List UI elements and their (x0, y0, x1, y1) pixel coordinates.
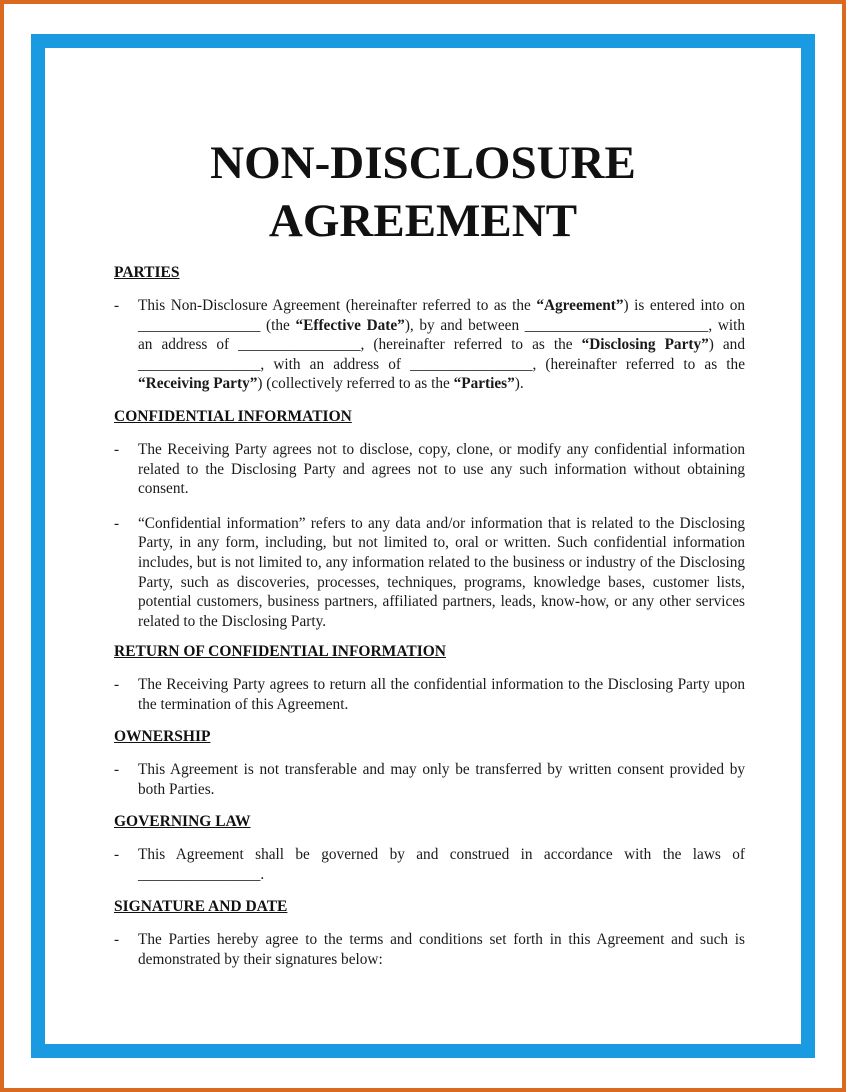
heading-governing-law: GOVERNING LAW (114, 813, 251, 830)
section-parties (114, 263, 745, 394)
bullet-dash: - (114, 514, 120, 532)
ownership-paragraph: - This Agreement is not transferable and may only be transferred by written consent provided by both Parties. (114, 761, 745, 798)
document-title (45, 134, 801, 250)
bullet-dash: - (114, 761, 120, 778)
section-confidential-information (114, 407, 745, 631)
term-disclosing-party: “Disclosing Party” (581, 336, 709, 354)
bullet-dash: - (114, 676, 120, 693)
heading-confidential-information: CONFIDENTIAL INFORMATION (114, 408, 352, 425)
section-signature-and-date (114, 897, 745, 969)
bullet-dash: - (114, 297, 120, 314)
heading-ownership: OWNERSHIP (114, 728, 211, 745)
title-line-2: AGREEMENT (268, 195, 578, 247)
confidential-paragraph-1: - The Receiving Party agrees not to disclose, copy, clone, or modify any confidential information related to the Disclosing Party and agrees not to use any such information without obtaining consent. (114, 441, 745, 498)
term-effective-date: “Effective Date” (295, 316, 405, 334)
parties-paragraph: - This Non-Disclosure Agreement (hereinafter referred to as the “Agreement”) is entered into on ________________ (the “Effective Date”), by and between ________________________, with an address of ________________, (hereinafter referred to as the “Disclosing Party”) and ________________, with an address of ________________, (hereinafter referred to as the “Receiving Party”) (collectively referred to as the “Parties”). (114, 297, 746, 393)
bullet-dash: - (114, 846, 120, 863)
heading-return: RETURN OF CONFIDENTIAL INFORMATION (114, 643, 446, 660)
document-frame (31, 34, 815, 1058)
title-line-1: NON-DISCLOSURE (210, 137, 636, 189)
section-governing-law (114, 812, 745, 884)
document-page (45, 48, 801, 1044)
heading-parties: PARTIES (114, 264, 180, 281)
bullet-dash: - (114, 931, 120, 948)
term-parties: “Parties” (453, 375, 515, 393)
return-paragraph: - The Receiving Party agrees to return all the confidential information to the Disclosing Party upon the termination of this Agreement. (114, 676, 745, 713)
term-agreement: “Agreement” (536, 297, 624, 314)
confidential-paragraph-2: - “Confidential information” refers to any data and/or information that is related to the Disclosing Party, in any form, including, but not limited to, oral or written. Such confidential information includes, but is not limited to, any information related to the business or industry of the Disclosing Party, such as discoveries, processes, techniques, programs, knowledge bases, customer lists, potential customers, business partners, affiliated partners, leads, know-how, or any other services related to the Disclosing Party. (114, 514, 745, 630)
governing-law-paragraph: - This Agreement shall be governed by and construed in accordance with the laws of ________________. (114, 846, 745, 883)
term-receiving-party: “Receiving Party” (138, 375, 258, 393)
section-return (114, 642, 745, 714)
heading-signature-and-date: SIGNATURE AND DATE (114, 898, 288, 915)
signature-paragraph: - The Parties hereby agree to the terms and conditions set forth in this Agreement and such is demonstrated by their signatures below: (114, 931, 745, 968)
section-ownership (114, 727, 745, 799)
bullet-dash: - (114, 441, 120, 458)
